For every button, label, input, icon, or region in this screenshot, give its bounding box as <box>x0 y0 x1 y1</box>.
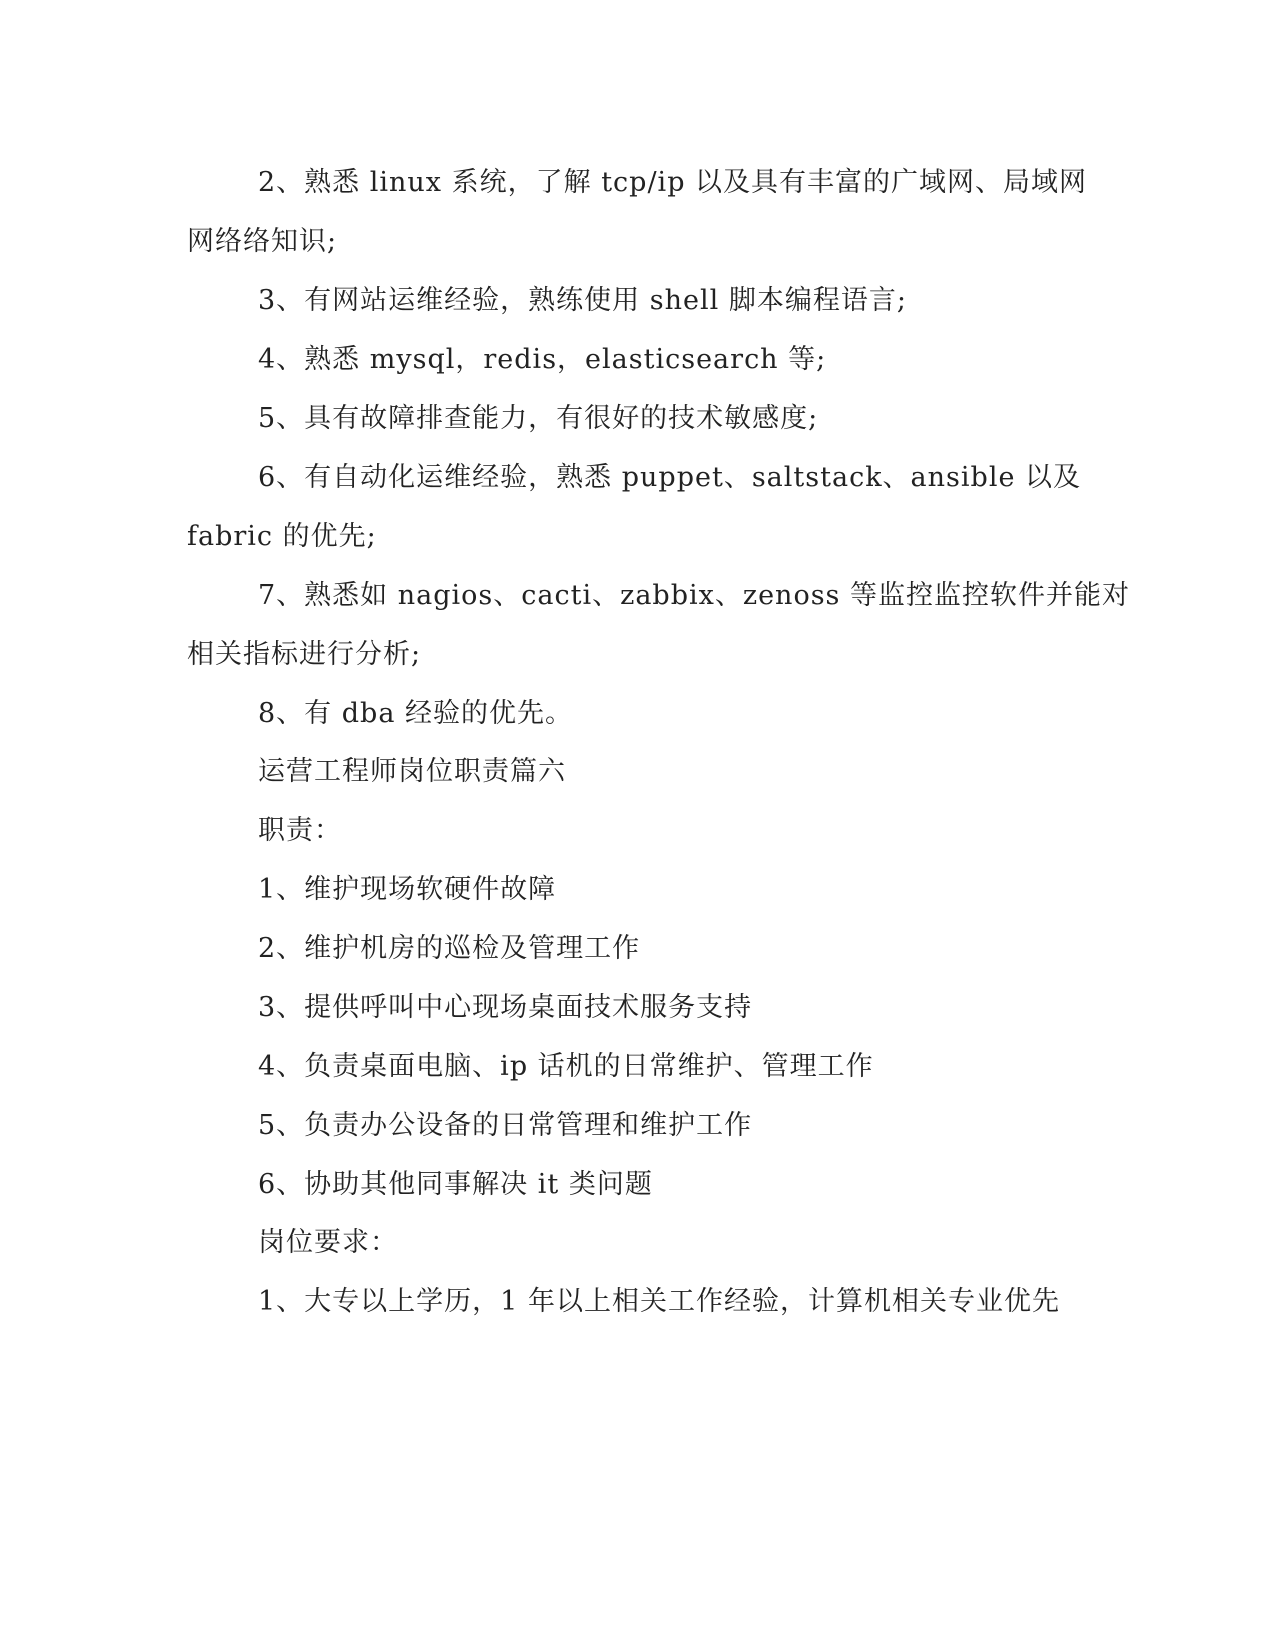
duty-item-2: 2、维护机房的巡检及管理工作 <box>258 933 641 964</box>
duty-item-5: 5、负责办公设备的日常管理和维护工作 <box>258 1110 753 1141</box>
requirement-item-1: 1、大专以上学历，1 年以上相关工作经验，计算机相关专业优先 <box>258 1286 1060 1317</box>
duty-item-1: 1、维护现场软硬件故障 <box>258 874 557 905</box>
duty-item-6: 6、协助其他同事解决 it 类问题 <box>258 1169 653 1200</box>
req-item-7-line-2: 相关指标进行分析; <box>187 639 422 670</box>
req-item-3: 3、有网站运维经验，熟练使用 shell 脚本编程语言; <box>258 285 907 316</box>
req-item-6-line-1: 6、有自动化运维经验，熟悉 puppet、saltstack、ansible 以及 <box>258 462 1082 493</box>
req-item-6-line-2: fabric 的优先; <box>187 521 377 552</box>
req-item-7-line-1: 7、熟悉如 nagios、cacti、zabbix、zenoss 等监控监控软件并能对 <box>258 580 1130 611</box>
req-item-2-line-1: 2、熟悉 linux 系统，了解 tcp/ip 以及具有丰富的广域网、局域网 <box>258 167 1088 198</box>
duty-item-3: 3、提供呼叫中心现场桌面技术服务支持 <box>258 992 753 1023</box>
requirements-heading: 岗位要求： <box>258 1227 398 1258</box>
req-item-2-line-2: 网络络知识; <box>187 226 338 257</box>
duty-item-4: 4、负责桌面电脑、ip 话机的日常维护、管理工作 <box>258 1051 874 1082</box>
req-item-4: 4、熟悉 mysql，redis，elasticsearch 等; <box>258 344 827 375</box>
duties-heading: 职责： <box>258 815 342 846</box>
section-heading: 运营工程师岗位职责篇六 <box>258 756 566 787</box>
req-item-5: 5、具有故障排查能力，有很好的技术敏感度; <box>258 403 819 434</box>
req-item-8: 8、有 dba 经验的优先。 <box>258 698 574 729</box>
